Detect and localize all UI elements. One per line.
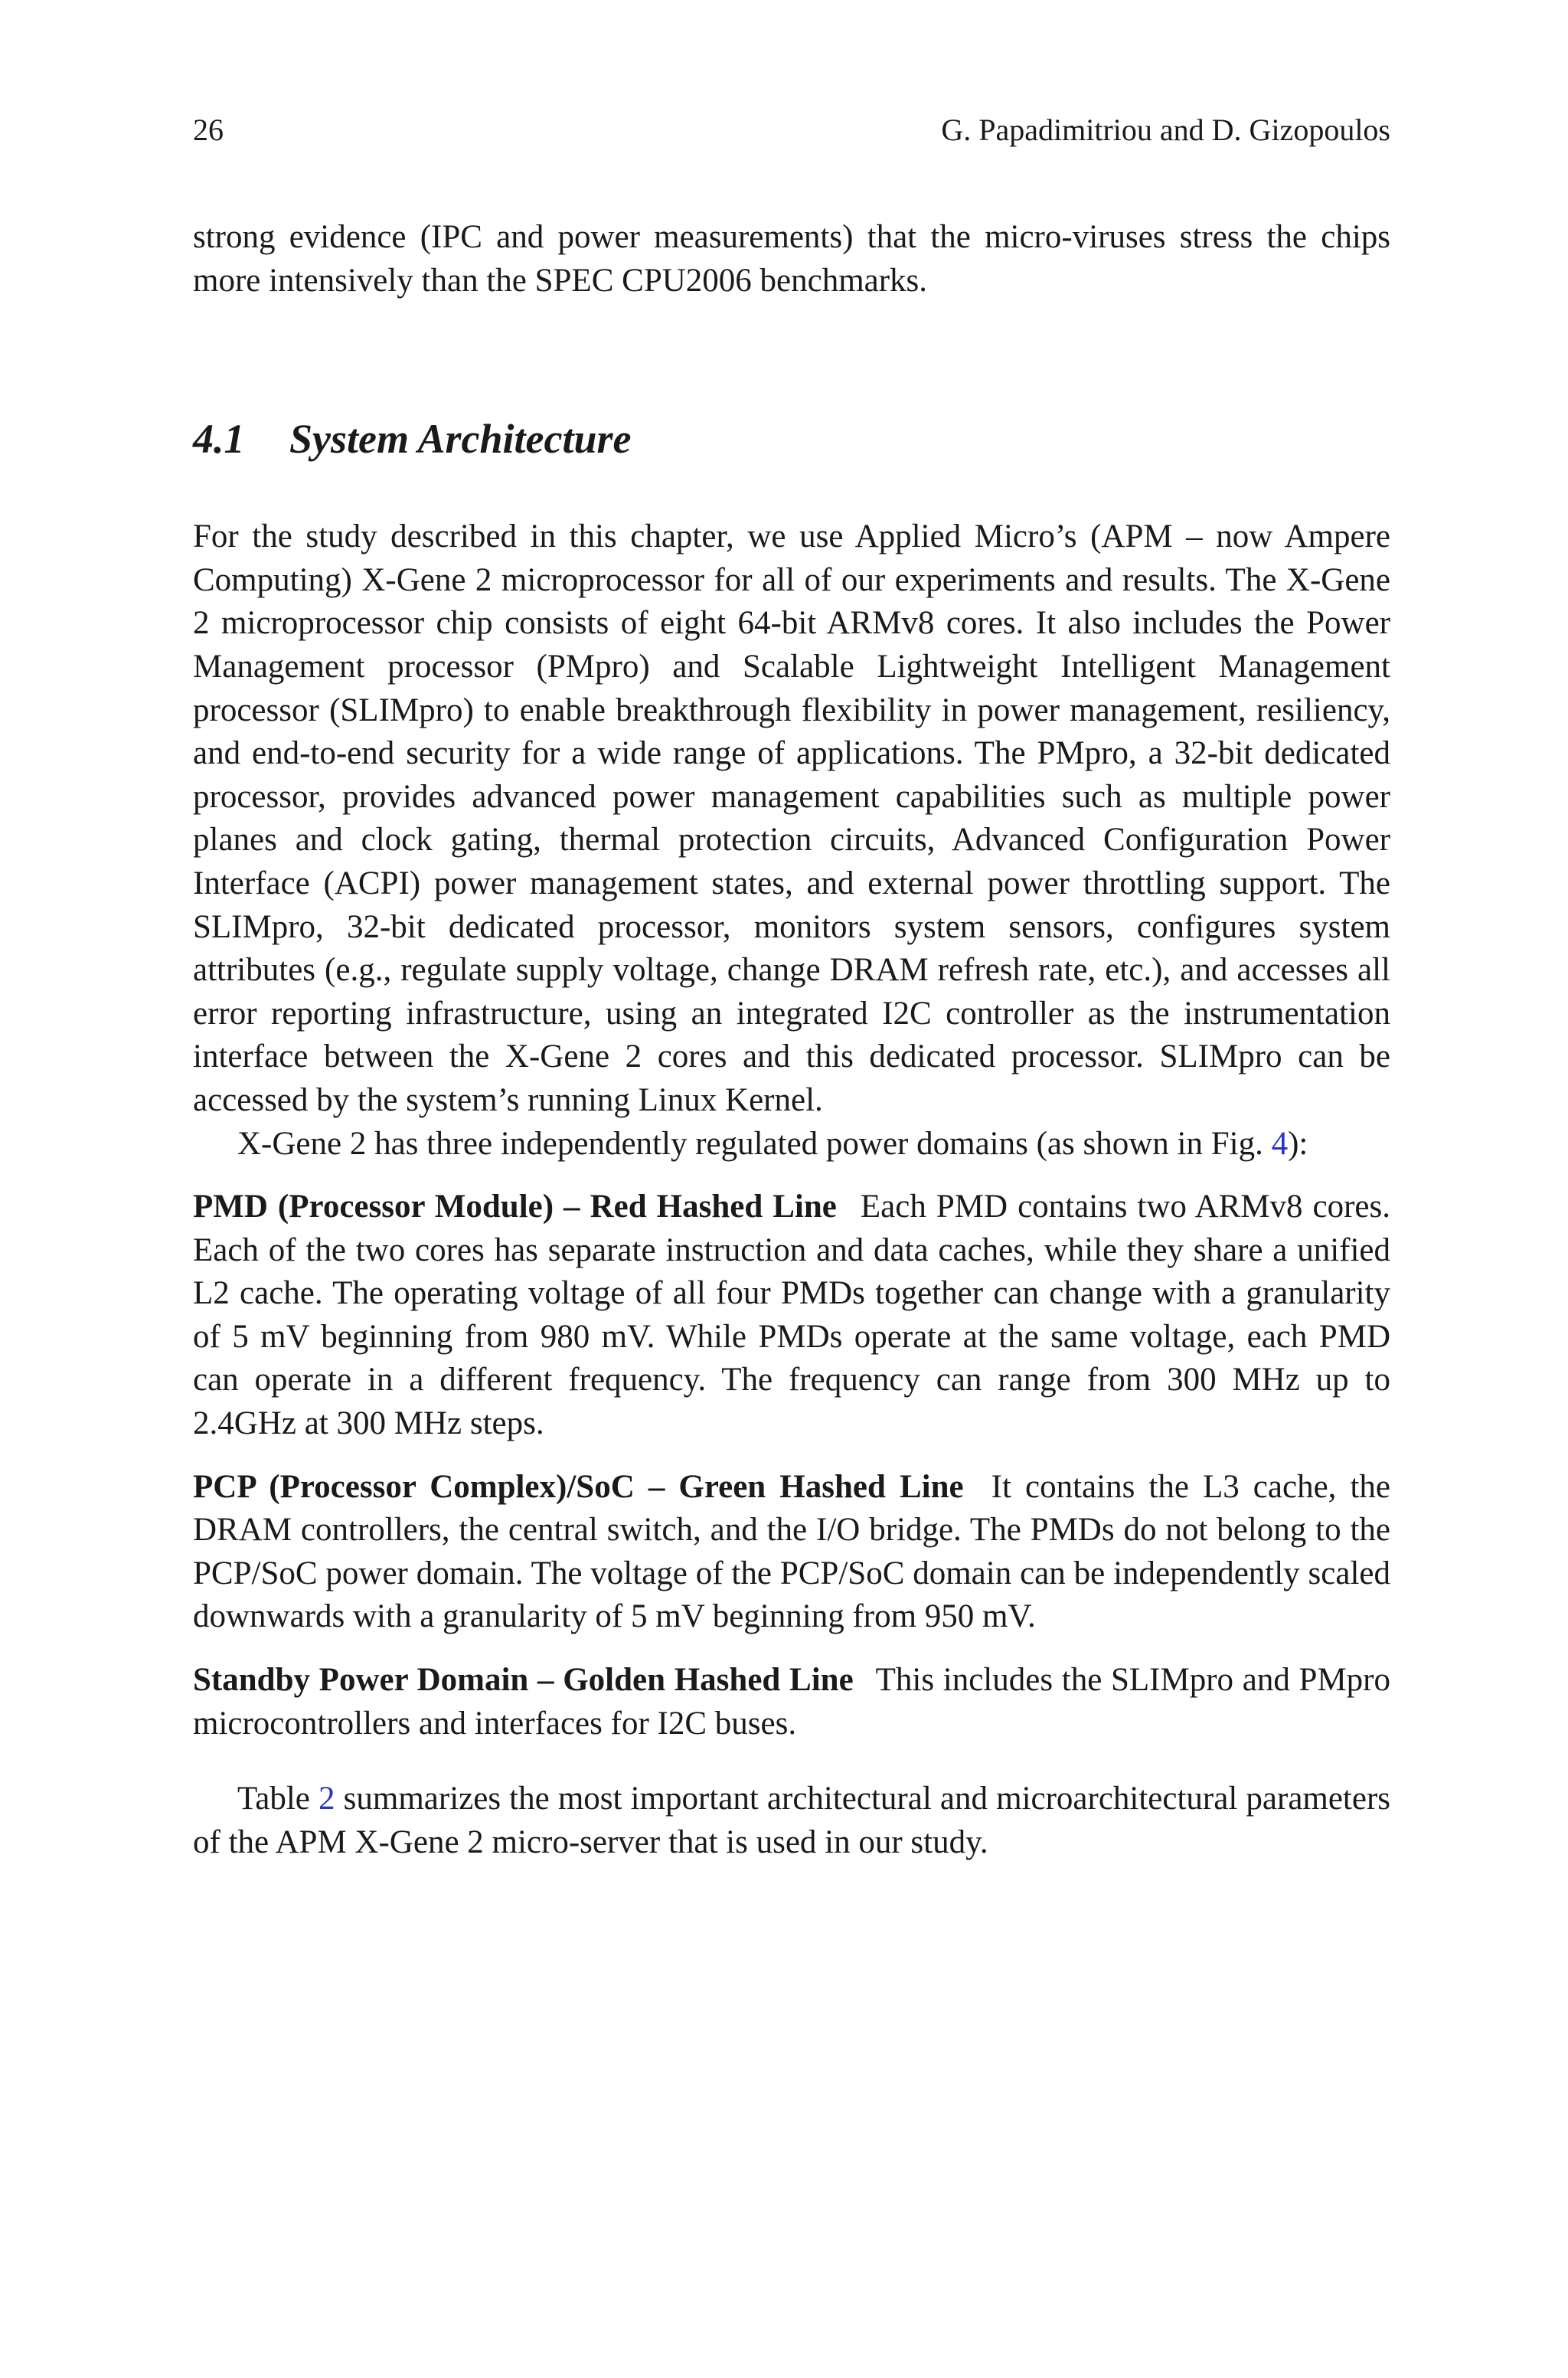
section-number: 4.1 bbox=[193, 416, 245, 463]
text-run: X-Gene 2 has three independently regulated power domains (as shown in Fig. bbox=[237, 1125, 1263, 1162]
domain-paragraph-pcp bbox=[193, 1466, 1390, 1639]
closing-paragraph bbox=[193, 1778, 1390, 1864]
domain-paragraph-pmd bbox=[193, 1186, 1390, 1446]
domain-heading: Standby Power Domain – Golden Hashed Line bbox=[193, 1662, 854, 1699]
domain-text: This includes the SLIMpro and PMpro microcontrollers and interfaces for I2C buses. bbox=[193, 1662, 1390, 1742]
body-paragraph: For the study described in this chapter, we use Applied Micro’s (APM – now Ampere Computing) X-Gene 2 microprocessor for all of our experiments and results. The X-Gene 2 microprocessor chip consists of eight 64-bit ARMv8 cores. It also includes the Power Management processor (PMpro) and Scalable Lightweight Intelligent Management processor (SLIMpro) to enable breakthrough flexibility in power management, resiliency, and end-to-end security for a wide range of applications. The PMpro, a 32-bit dedicated processor, provides advanced power management capabilities such as multiple power planes and clock gating, thermal protection circuits, Advanced Configuration Power Interface (ACPI) power management states, and external power throttling support. The SLIMpro, 32-bit dedicated processor, monitors system sensors, configures system attributes (e.g., regulate supply voltage, change DRAM refresh rate, etc.), and accesses all error reporting infrastructure, using an integrated I2C controller as the instrumentation interface between the X-Gene 2 cores and this dedicated processor. SLIMpro can be accessed by the system’s running Linux Kernel. bbox=[193, 518, 1390, 1118]
body-paragraph bbox=[193, 1123, 1390, 1166]
domain-heading: PCP (Processor Complex)/SoC – Green Hashed Line bbox=[193, 1468, 964, 1505]
section-title: System Architecture bbox=[289, 416, 632, 463]
text-run: summarizes the most important architectural and microarchitectural parameters of the APM X-Gene 2 micro-server that is used in our study. bbox=[193, 1781, 1391, 1860]
text-run: Table bbox=[237, 1781, 310, 1817]
domain-heading: PMD (Processor Module) – Red Hashed Line bbox=[193, 1189, 837, 1225]
section-heading bbox=[193, 416, 1390, 462]
running-head bbox=[193, 115, 1390, 146]
domain-text: Each PMD contains two ARMv8 cores. Each of the two cores has separate instruction and data caches, while they share a unified L2 cache. The operating voltage of all four PMDs together can change with a granularity of 5 mV beginning from 980 mV. While PMDs operate at the same voltage, each PMD can operate in a different frequency. The frequency can range from 300 MHz up to 2.4GHz at 300 MHz steps. bbox=[193, 1189, 1390, 1442]
page-number: 26 bbox=[193, 113, 224, 147]
domain-text: It contains the L3 cache, the DRAM controllers, the central switch, and the I/O bridge. The PMDs do not belong to the PCP/SoC power domain. The voltage of the PCP/SoC domain can be independently scaled downwards with a granularity of 5 mV beginning from 950 mV. bbox=[193, 1468, 1391, 1635]
page-content bbox=[193, 115, 1390, 1864]
figure-reference-link[interactable]: 4 bbox=[1271, 1125, 1289, 1162]
domain-paragraph-standby bbox=[193, 1659, 1390, 1745]
intro-paragraph: strong evidence (IPC and power measurements) that the micro-viruses stress the chips more intensively than the SPEC CPU2006 benchmarks. bbox=[193, 219, 1390, 299]
running-head-authors: G. Papadimitriou and D. Gizopoulos bbox=[941, 113, 1390, 147]
text-run: ): bbox=[1288, 1125, 1308, 1162]
table-reference-link[interactable]: 2 bbox=[318, 1781, 335, 1817]
